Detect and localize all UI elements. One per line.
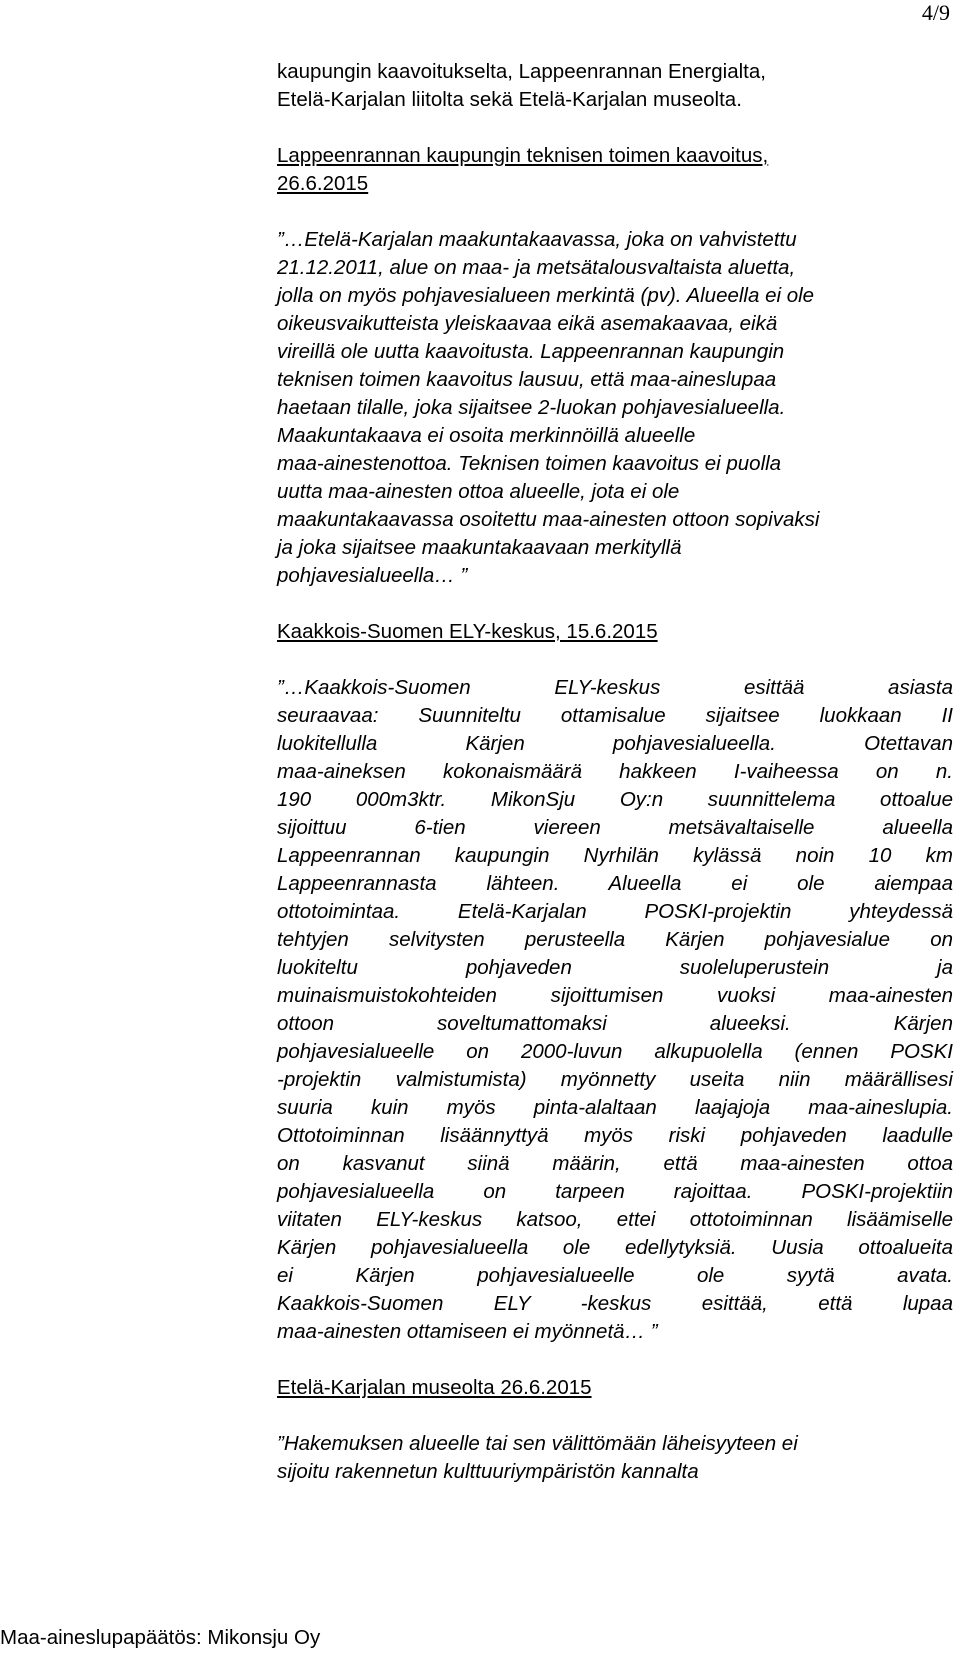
quote-line: Maakuntakaava ei osoita merkinnöillä alueelle xyxy=(277,424,696,447)
quote-line: tehtyjen selvitysten perusteella Kärjen pohjavesialue on xyxy=(277,928,953,951)
intro-paragraph xyxy=(277,58,953,114)
quote-line: -projektin valmistumista) myönnetty useita niin määrällisesi xyxy=(277,1068,953,1091)
quote-line: maakuntakaavassa osoitettu maa-ainesten ottoon sopivaksi xyxy=(277,508,820,531)
quote-line: Ottotoiminnan lisäännyttyä myös riski pohjaveden laadulle xyxy=(277,1124,953,1147)
quote-museo xyxy=(277,1430,953,1486)
section-heading-ely xyxy=(277,618,953,646)
heading-line: Etelä-Karjalan museolta 26.6.2015 xyxy=(277,1376,592,1399)
quote-line: 21.12.2011, alue on maa- ja metsätalousvaltaista aluetta, xyxy=(277,256,796,279)
quote-line: pohjavesialueella… ” xyxy=(277,564,468,587)
quote-line: seuraavaa: Suunniteltu ottamisalue sijaitsee luokkaan II xyxy=(277,704,953,727)
quote-line: ja joka sijaitsee maakuntakaavaan merkityllä xyxy=(277,536,682,559)
page-number: 4/9 xyxy=(921,0,950,25)
quote-line: maa-ainestenottoa. Teknisen toimen kaavoitus ei puolla xyxy=(277,452,782,475)
quote-line: ottoon soveltumattomaksi alueeksi. Kärjen xyxy=(277,1012,953,1035)
quote-line: Lappeenrannan kaupungin Nyrhilän kylässä noin 10 km xyxy=(277,844,953,867)
document-body xyxy=(277,58,953,1514)
quote-line: jolla on myös pohjavesialueen merkintä (pv). Alueella ei ole xyxy=(277,284,815,307)
quote-line: ei Kärjen pohjavesialueelle ole syytä avata. xyxy=(277,1264,953,1287)
heading-line: Kaakkois-Suomen ELY-keskus, 15.6.2015 xyxy=(277,620,658,643)
section-heading-museo xyxy=(277,1374,953,1402)
quote-line: sijoitu rakennetun kulttuuriympäristön kannalta xyxy=(277,1460,699,1483)
quote-line: luokiteltu pohjaveden suoleluperustein ja xyxy=(277,956,953,979)
quote-line: luokitellulla Kärjen pohjavesialueella. Otettavan xyxy=(277,732,953,755)
quote-line: on kasvanut siinä määrin, että maa-ainesten ottoa xyxy=(277,1152,953,1175)
quote-line: oikeusvaikutteista yleiskaavaa eikä asemakaavaa, eikä xyxy=(277,312,778,335)
quote-kaavoitus xyxy=(277,226,953,590)
quote-line: ”Hakemuksen alueelle tai sen välittömään läheisyyteen ei xyxy=(277,1432,798,1455)
quote-line: sijoittuu 6-tien viereen metsävaltaiselle alueella xyxy=(277,816,953,839)
quote-line: pohjavesialueelle on 2000-luvun alkupuolella (ennen POSKI xyxy=(277,1040,953,1063)
quote-line: ottotoimintaa. Etelä-Karjalan POSKI-projektin yhteydessä xyxy=(277,900,953,923)
heading-line: 26.6.2015 xyxy=(277,172,369,195)
quote-line: suuria kuin myös pinta-alaltaan laajajoja maa-aineslupia. xyxy=(277,1096,953,1119)
text-line: Etelä-Karjalan liitolta sekä Etelä-Karjalan museolta. xyxy=(277,88,742,111)
quote-line: Kaakkois-Suomen ELY -keskus esittää, että lupaa xyxy=(277,1292,953,1315)
quote-line: ”…Kaakkois-Suomen ELY-keskus esittää asiasta xyxy=(277,676,953,699)
quote-line: uutta maa-ainesten ottoa alueelle, jota ei ole xyxy=(277,480,680,503)
quote-line: muinaismuistokohteiden sijoittumisen vuoksi maa-ainesten xyxy=(277,984,953,1007)
quote-ely xyxy=(277,674,953,1346)
quote-line: ”…Etelä-Karjalan maakuntakaavassa, joka on vahvistettu xyxy=(277,228,797,251)
quote-line: pohjavesialueella on tarpeen rajoittaa. POSKI-projektiin xyxy=(277,1180,953,1203)
quote-line: vireillä ole uutta kaavoitusta. Lappeenrannan kaupungin xyxy=(277,340,785,363)
page-footer: Maa-aineslupapäätös: Mikonsju Oy xyxy=(0,1626,321,1649)
quote-line: viitaten ELY-keskus katsoo, ettei ottotoiminnan lisäämiselle xyxy=(277,1208,953,1231)
heading-line: Lappeenrannan kaupungin teknisen toimen kaavoitus, xyxy=(277,144,769,167)
quote-line: maa-ainesten ottamiseen ei myönnetä… ” xyxy=(277,1320,658,1343)
quote-line: teknisen toimen kaavoitus lausuu, että maa-aineslupaa xyxy=(277,368,777,391)
text-line: kaupungin kaavoitukselta, Lappeenrannan Energialta, xyxy=(277,60,766,83)
quote-line: Lappeenrannasta lähteen. Alueella ei ole aiempaa xyxy=(277,872,953,895)
quote-line: Kärjen pohjavesialueella ole edellytyksiä. Uusia ottoalueita xyxy=(277,1236,953,1259)
quote-line: haetaan tilalle, joka sijaitsee 2-luokan pohjavesialueella. xyxy=(277,396,786,419)
quote-line: 190 000m3ktr. MikonSju Oy:n suunnittelema ottoalue xyxy=(277,788,953,811)
section-heading-kaavoitus xyxy=(277,142,953,198)
quote-line: maa-aineksen kokonaismäärä hakkeen I-vaiheessa on n. xyxy=(277,760,953,783)
